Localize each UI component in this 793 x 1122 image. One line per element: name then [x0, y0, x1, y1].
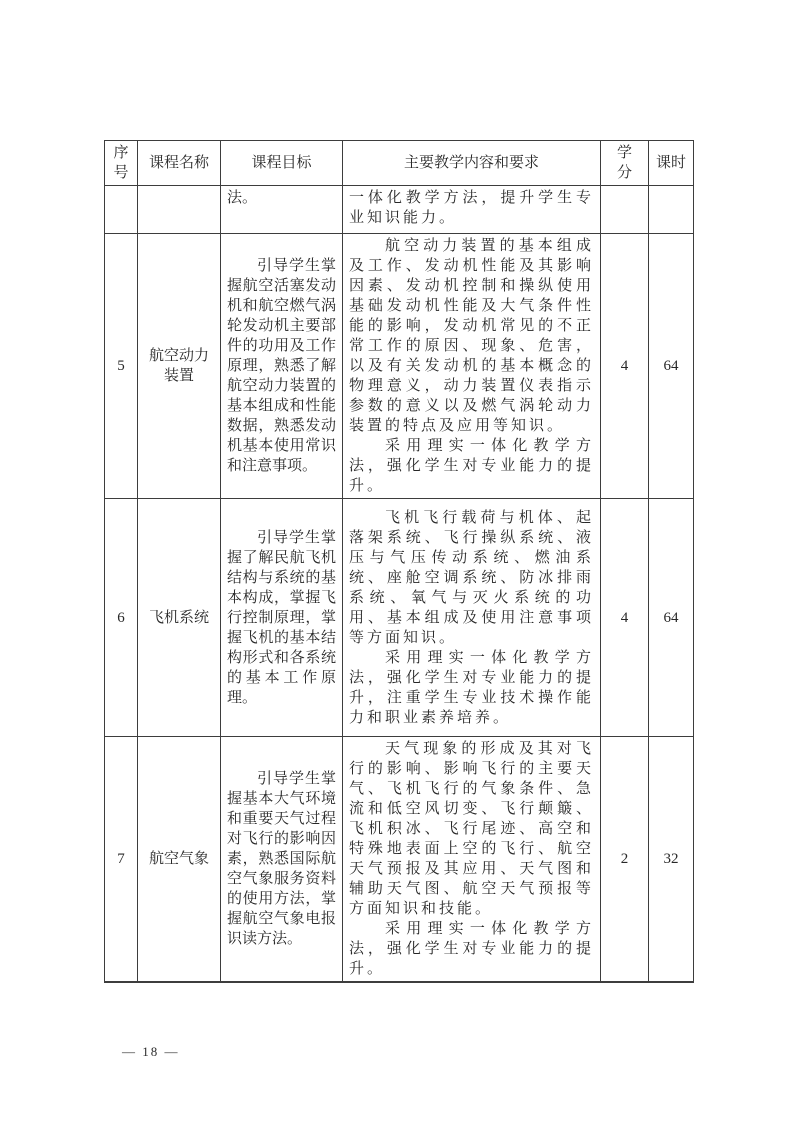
cell-content: [343, 737, 601, 983]
cell-course-name: 飞机系统: [138, 499, 221, 737]
table-row-6: [105, 499, 694, 737]
cell-credits: [601, 186, 649, 234]
paragraph: 采用理实一体化教学方法，强化学生对专业能力的提升。: [349, 438, 594, 494]
paragraph: 引导学生掌握基本大气环境和重要天气过程对飞行的影响因素，熟悉国际航空气象服务资料的使用方法，掌握航空气象电报识读方法。: [227, 771, 336, 947]
cell-course-name: 航空动力装置: [138, 234, 221, 499]
paragraph: 航空动力装置的基本组成及工作、发动机性能及其影响因素、发动机控制和操纵使用基础发动机性能及大气条件性能的影响，发动机常见的不正常工作的原因、现象、危害，以及有关发动机的基本概念的物理意义，动力装置仪表指示参数的意义以及燃气涡轮动力装置的特点及应用等知识。: [349, 238, 594, 434]
cell-hours: 64: [649, 234, 694, 499]
cell-objective: [221, 234, 343, 499]
course-plan-table: [104, 140, 694, 983]
header-credits-label: 学分: [616, 145, 632, 181]
header-seq-label: 序号: [113, 145, 129, 181]
cell-course-name: 航空气象: [138, 737, 221, 983]
paragraph: 一体化教学方法，提升学生专业知识能力。: [349, 190, 594, 226]
cell-content: [343, 234, 601, 499]
paragraph: 采用理实一体化教学方法，强化学生对专业能力的提升。: [349, 921, 594, 977]
header-hours: [649, 141, 694, 186]
page-number: — 18 —: [122, 1044, 180, 1059]
header-content: [343, 141, 601, 186]
header-objective-label: 课程目标: [251, 155, 312, 171]
cell-hours: [649, 186, 694, 234]
cell-credits: 4: [601, 499, 649, 737]
header-course-name: [138, 141, 221, 186]
cell-course-name: [138, 186, 221, 234]
paragraph: 引导学生掌握了解民航飞机结构与系统的基本构成，掌握飞行控制原理，掌握飞机的基本结构形式和各系统的基本工作原理。: [227, 529, 336, 706]
cell-seq: 6: [105, 499, 138, 737]
cell-content: [343, 499, 601, 737]
table-row-5: [105, 234, 694, 499]
paragraph: 引导学生掌握航空活塞发动机和航空燃气涡轮发动机主要部件的功用及工作原理，熟悉了解航空动力装置的基本组成和性能数据，熟悉发动机基本使用常识和注意事项。: [227, 258, 336, 474]
header-content-label: 主要教学内容和要求: [403, 155, 539, 171]
table-header-row: [105, 141, 694, 186]
cell-hours: 32: [649, 737, 694, 983]
cell-credits: 4: [601, 234, 649, 499]
cell-objective: [221, 186, 343, 234]
cell-seq: [105, 186, 138, 234]
cell-content: [343, 186, 601, 234]
header-seq: [105, 141, 138, 186]
cell-objective: [221, 499, 343, 737]
cell-hours: 64: [649, 499, 694, 737]
paragraph: 飞机飞行载荷与机体、起落架系统、飞行操纵系统、液压与气压传动系统、燃油系统、座舱空调系统、防冰排雨系统、氧气与灭火系统的功用、基本组成及使用注意事项等方面知识。: [349, 509, 594, 646]
cell-credits: 2: [601, 737, 649, 983]
header-hours-label: 课时: [655, 155, 686, 171]
cell-seq: 5: [105, 234, 138, 499]
paragraph: 法。: [227, 190, 258, 206]
header-credits: [601, 141, 649, 186]
paragraph: 天气现象的形成及其对飞行的影响、影响飞行的主要天气、飞机飞行的气象条件、急流和低空风切变、飞行颠簸、飞机积冰、飞行尾迹、高空和特殊地表面上空的飞行、航空天气预报及其应用、天气图和辅助天气图、航空天气预报等方面知识和技能。: [349, 741, 594, 917]
cell-seq: 7: [105, 737, 138, 983]
cell-objective: [221, 737, 343, 983]
header-objective: [221, 141, 343, 186]
paragraph: 采用理实一体化教学方法，强化学生对专业能力的提升，注重学生专业技术操作能力和职业素养培养。: [349, 649, 594, 726]
header-course-name-label: 课程名称: [148, 155, 209, 171]
table-row-continuation: [105, 186, 694, 234]
table-row-7: [105, 737, 694, 983]
